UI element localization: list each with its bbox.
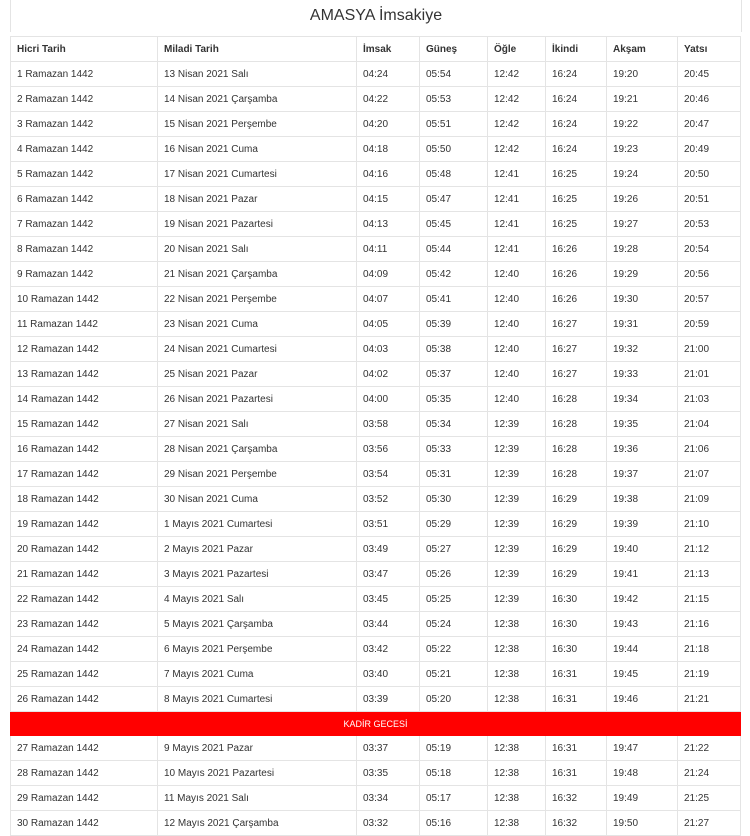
ogle-cell: 12:39 <box>488 537 546 562</box>
aksam-cell: 19:36 <box>607 437 678 462</box>
yatsi-cell: 21:25 <box>678 786 741 811</box>
ikindi-cell: 16:29 <box>546 487 607 512</box>
imsak-cell: 03:35 <box>357 761 420 786</box>
hicri-cell: 25 Ramazan 1442 <box>11 662 158 687</box>
miladi-cell: 29 Nisan 2021 Perşembe <box>158 462 357 487</box>
ogle-cell: 12:39 <box>488 412 546 437</box>
ikindi-cell: 16:30 <box>546 587 607 612</box>
yatsi-cell: 21:01 <box>678 362 741 387</box>
ogle-cell: 12:40 <box>488 312 546 337</box>
aksam-cell: 19:37 <box>607 462 678 487</box>
hicri-cell: 21 Ramazan 1442 <box>11 562 158 587</box>
ogle-cell: 12:39 <box>488 462 546 487</box>
gunes-cell: 05:48 <box>420 162 488 187</box>
imsak-cell: 03:56 <box>357 437 420 462</box>
gunes-cell: 05:39 <box>420 312 488 337</box>
ogle-cell: 12:38 <box>488 761 546 786</box>
gunes-cell: 05:45 <box>420 212 488 237</box>
imsak-cell: 03:58 <box>357 412 420 437</box>
hicri-cell: 17 Ramazan 1442 <box>11 462 158 487</box>
hicri-cell: 4 Ramazan 1442 <box>11 137 158 162</box>
gunes-cell: 05:30 <box>420 487 488 512</box>
yatsi-cell: 20:50 <box>678 162 741 187</box>
ogle-cell: 12:42 <box>488 62 546 87</box>
hicri-cell: 8 Ramazan 1442 <box>11 237 158 262</box>
yatsi-cell: 20:57 <box>678 287 741 312</box>
yatsi-cell: 21:13 <box>678 562 741 587</box>
aksam-cell: 19:41 <box>607 562 678 587</box>
ikindi-cell: 16:29 <box>546 512 607 537</box>
yatsi-cell: 20:59 <box>678 312 741 337</box>
ikindi-cell: 16:26 <box>546 237 607 262</box>
imsak-cell: 04:03 <box>357 337 420 362</box>
ikindi-cell: 16:32 <box>546 786 607 811</box>
gunes-cell: 05:16 <box>420 811 488 836</box>
miladi-cell: 5 Mayıs 2021 Çarşamba <box>158 612 357 637</box>
table-row <box>11 212 741 237</box>
gunes-cell: 05:25 <box>420 587 488 612</box>
ikindi-cell: 16:26 <box>546 262 607 287</box>
imsak-cell: 04:20 <box>357 112 420 137</box>
hicri-cell: 13 Ramazan 1442 <box>11 362 158 387</box>
hicri-cell: 6 Ramazan 1442 <box>11 187 158 212</box>
hicri-cell: 29 Ramazan 1442 <box>11 786 158 811</box>
table-row <box>11 187 741 212</box>
aksam-cell: 19:26 <box>607 187 678 212</box>
imsak-cell: 04:13 <box>357 212 420 237</box>
aksam-cell: 19:34 <box>607 387 678 412</box>
yatsi-cell: 21:22 <box>678 736 741 761</box>
imsak-cell: 03:32 <box>357 811 420 836</box>
aksam-cell: 19:50 <box>607 811 678 836</box>
table-row <box>11 262 741 287</box>
imsak-cell: 04:22 <box>357 87 420 112</box>
yatsi-cell: 21:15 <box>678 587 741 612</box>
miladi-cell: 23 Nisan 2021 Cuma <box>158 312 357 337</box>
ikindi-cell: 16:31 <box>546 687 607 712</box>
hicri-cell: 23 Ramazan 1442 <box>11 612 158 637</box>
imsak-cell: 03:44 <box>357 612 420 637</box>
table-row <box>11 337 741 362</box>
hicri-cell: 26 Ramazan 1442 <box>11 687 158 712</box>
imsak-cell: 03:42 <box>357 637 420 662</box>
miladi-cell: 2 Mayıs 2021 Pazar <box>158 537 357 562</box>
yatsi-cell: 21:18 <box>678 637 741 662</box>
table-row <box>11 87 741 112</box>
aksam-cell: 19:35 <box>607 412 678 437</box>
table-row <box>11 362 741 387</box>
ogle-cell: 12:41 <box>488 212 546 237</box>
yatsi-cell: 21:19 <box>678 662 741 687</box>
ikindi-cell: 16:31 <box>546 662 607 687</box>
ikindi-cell: 16:27 <box>546 362 607 387</box>
table-row <box>11 587 741 612</box>
imsak-cell: 03:54 <box>357 462 420 487</box>
header-gunes: Güneş <box>420 37 488 62</box>
ikindi-cell: 16:24 <box>546 137 607 162</box>
ikindi-cell: 16:28 <box>546 412 607 437</box>
gunes-cell: 05:53 <box>420 87 488 112</box>
yatsi-cell: 20:56 <box>678 262 741 287</box>
gunes-cell: 05:51 <box>420 112 488 137</box>
aksam-cell: 19:28 <box>607 237 678 262</box>
imsak-cell: 03:39 <box>357 687 420 712</box>
aksam-cell: 19:30 <box>607 287 678 312</box>
hicri-cell: 11 Ramazan 1442 <box>11 312 158 337</box>
header-imsak: İmsak <box>357 37 420 62</box>
aksam-cell: 19:20 <box>607 62 678 87</box>
ogle-cell: 12:38 <box>488 786 546 811</box>
ogle-cell: 12:40 <box>488 362 546 387</box>
table-row <box>11 287 741 312</box>
miladi-cell: 27 Nisan 2021 Salı <box>158 412 357 437</box>
hicri-cell: 15 Ramazan 1442 <box>11 412 158 437</box>
miladi-cell: 14 Nisan 2021 Çarşamba <box>158 87 357 112</box>
miladi-cell: 1 Mayıs 2021 Cumartesi <box>158 512 357 537</box>
table-row <box>11 662 741 687</box>
miladi-cell: 12 Mayıs 2021 Çarşamba <box>158 811 357 836</box>
imsak-cell: 03:40 <box>357 662 420 687</box>
ikindi-cell: 16:24 <box>546 112 607 137</box>
miladi-cell: 4 Mayıs 2021 Salı <box>158 587 357 612</box>
yatsi-cell: 21:16 <box>678 612 741 637</box>
yatsi-cell: 21:07 <box>678 462 741 487</box>
table-row <box>11 687 741 712</box>
aksam-cell: 19:21 <box>607 87 678 112</box>
table-row <box>11 462 741 487</box>
hicri-cell: 22 Ramazan 1442 <box>11 587 158 612</box>
imsak-cell: 03:51 <box>357 512 420 537</box>
hicri-cell: 18 Ramazan 1442 <box>11 487 158 512</box>
gunes-cell: 05:47 <box>420 187 488 212</box>
ogle-cell: 12:40 <box>488 387 546 412</box>
yatsi-cell: 20:51 <box>678 187 741 212</box>
imsak-cell: 04:11 <box>357 237 420 262</box>
ogle-cell: 12:39 <box>488 512 546 537</box>
ogle-cell: 12:38 <box>488 637 546 662</box>
table-row <box>11 412 741 437</box>
page-title: AMASYA İmsakiye <box>10 0 742 32</box>
imsak-cell: 04:09 <box>357 262 420 287</box>
miladi-cell: 10 Mayıs 2021 Pazartesi <box>158 761 357 786</box>
gunes-cell: 05:31 <box>420 462 488 487</box>
ikindi-cell: 16:31 <box>546 736 607 761</box>
gunes-cell: 05:38 <box>420 337 488 362</box>
ogle-cell: 12:39 <box>488 437 546 462</box>
ogle-cell: 12:41 <box>488 162 546 187</box>
miladi-cell: 11 Mayıs 2021 Salı <box>158 786 357 811</box>
miladi-cell: 25 Nisan 2021 Pazar <box>158 362 357 387</box>
ogle-cell: 12:42 <box>488 112 546 137</box>
ogle-cell: 12:38 <box>488 736 546 761</box>
ogle-cell: 12:41 <box>488 237 546 262</box>
aksam-cell: 19:40 <box>607 537 678 562</box>
hicri-cell: 10 Ramazan 1442 <box>11 287 158 312</box>
imsak-cell: 03:52 <box>357 487 420 512</box>
ogle-cell: 12:38 <box>488 612 546 637</box>
miladi-cell: 17 Nisan 2021 Cumartesi <box>158 162 357 187</box>
aksam-cell: 19:39 <box>607 512 678 537</box>
aksam-cell: 19:24 <box>607 162 678 187</box>
hicri-cell: 19 Ramazan 1442 <box>11 512 158 537</box>
yatsi-cell: 21:24 <box>678 761 741 786</box>
gunes-cell: 05:44 <box>420 237 488 262</box>
aksam-cell: 19:33 <box>607 362 678 387</box>
gunes-cell: 05:20 <box>420 687 488 712</box>
header-ogle: Öğle <box>488 37 546 62</box>
gunes-cell: 05:21 <box>420 662 488 687</box>
header-yatsi: Yatsı <box>678 37 741 62</box>
miladi-cell: 21 Nisan 2021 Çarşamba <box>158 262 357 287</box>
yatsi-cell: 20:49 <box>678 137 741 162</box>
table-row <box>11 437 741 462</box>
table-row <box>11 237 741 262</box>
aksam-cell: 19:46 <box>607 687 678 712</box>
gunes-cell: 05:27 <box>420 537 488 562</box>
yatsi-cell: 20:53 <box>678 212 741 237</box>
hicri-cell: 16 Ramazan 1442 <box>11 437 158 462</box>
aksam-cell: 19:48 <box>607 761 678 786</box>
table-body <box>11 62 741 836</box>
ikindi-cell: 16:28 <box>546 387 607 412</box>
gunes-cell: 05:24 <box>420 612 488 637</box>
header-ikindi: İkindi <box>546 37 607 62</box>
ogle-cell: 12:38 <box>488 811 546 836</box>
hicri-cell: 14 Ramazan 1442 <box>11 387 158 412</box>
ogle-cell: 12:40 <box>488 262 546 287</box>
ikindi-cell: 16:28 <box>546 437 607 462</box>
gunes-cell: 05:29 <box>420 512 488 537</box>
ikindi-cell: 16:31 <box>546 761 607 786</box>
gunes-cell: 05:41 <box>420 287 488 312</box>
miladi-cell: 15 Nisan 2021 Perşembe <box>158 112 357 137</box>
ogle-cell: 12:41 <box>488 187 546 212</box>
hicri-cell: 24 Ramazan 1442 <box>11 637 158 662</box>
imsak-cell: 03:49 <box>357 537 420 562</box>
yatsi-cell: 21:12 <box>678 537 741 562</box>
ikindi-cell: 16:32 <box>546 811 607 836</box>
header-aksam: Akşam <box>607 37 678 62</box>
miladi-cell: 24 Nisan 2021 Cumartesi <box>158 337 357 362</box>
table-row <box>11 811 741 836</box>
header-miladi: Miladi Tarih <box>158 37 357 62</box>
ogle-cell: 12:40 <box>488 337 546 362</box>
gunes-cell: 05:37 <box>420 362 488 387</box>
ikindi-cell: 16:27 <box>546 337 607 362</box>
hicri-cell: 7 Ramazan 1442 <box>11 212 158 237</box>
ogle-cell: 12:42 <box>488 137 546 162</box>
aksam-cell: 19:32 <box>607 337 678 362</box>
table-row <box>11 387 741 412</box>
yatsi-cell: 20:45 <box>678 62 741 87</box>
aksam-cell: 19:43 <box>607 612 678 637</box>
imsak-cell: 03:47 <box>357 562 420 587</box>
gunes-cell: 05:22 <box>420 637 488 662</box>
miladi-cell: 7 Mayıs 2021 Cuma <box>158 662 357 687</box>
ikindi-cell: 16:25 <box>546 212 607 237</box>
yatsi-cell: 21:03 <box>678 387 741 412</box>
hicri-cell: 9 Ramazan 1442 <box>11 262 158 287</box>
miladi-cell: 13 Nisan 2021 Salı <box>158 62 357 87</box>
ogle-cell: 12:38 <box>488 687 546 712</box>
imsak-cell: 04:00 <box>357 387 420 412</box>
gunes-cell: 05:35 <box>420 387 488 412</box>
hicri-cell: 27 Ramazan 1442 <box>11 736 158 761</box>
imsakiye-table <box>10 36 741 836</box>
gunes-cell: 05:34 <box>420 412 488 437</box>
aksam-cell: 19:44 <box>607 637 678 662</box>
imsak-cell: 04:02 <box>357 362 420 387</box>
table-row <box>11 786 741 811</box>
gunes-cell: 05:33 <box>420 437 488 462</box>
miladi-cell: 6 Mayıs 2021 Perşembe <box>158 637 357 662</box>
aksam-cell: 19:42 <box>607 587 678 612</box>
aksam-cell: 19:22 <box>607 112 678 137</box>
hicri-cell: 12 Ramazan 1442 <box>11 337 158 362</box>
gunes-cell: 05:17 <box>420 786 488 811</box>
ikindi-cell: 16:30 <box>546 612 607 637</box>
table-row <box>11 312 741 337</box>
ogle-cell: 12:42 <box>488 87 546 112</box>
table-row <box>11 537 741 562</box>
miladi-cell: 16 Nisan 2021 Cuma <box>158 137 357 162</box>
imsak-cell: 04:05 <box>357 312 420 337</box>
ogle-cell: 12:39 <box>488 587 546 612</box>
aksam-cell: 19:23 <box>607 137 678 162</box>
hicri-cell: 28 Ramazan 1442 <box>11 761 158 786</box>
ikindi-cell: 16:29 <box>546 562 607 587</box>
imsak-cell: 04:15 <box>357 187 420 212</box>
ikindi-cell: 16:28 <box>546 462 607 487</box>
ikindi-cell: 16:27 <box>546 312 607 337</box>
imsak-cell: 04:18 <box>357 137 420 162</box>
imsak-cell: 03:37 <box>357 736 420 761</box>
table-row <box>11 562 741 587</box>
miladi-cell: 18 Nisan 2021 Pazar <box>158 187 357 212</box>
miladi-cell: 22 Nisan 2021 Perşembe <box>158 287 357 312</box>
aksam-cell: 19:38 <box>607 487 678 512</box>
imsak-cell: 04:16 <box>357 162 420 187</box>
gunes-cell: 05:18 <box>420 761 488 786</box>
yatsi-cell: 20:46 <box>678 87 741 112</box>
aksam-cell: 19:45 <box>607 662 678 687</box>
hicri-cell: 1 Ramazan 1442 <box>11 62 158 87</box>
aksam-cell: 19:49 <box>607 786 678 811</box>
aksam-cell: 19:31 <box>607 312 678 337</box>
gunes-cell: 05:50 <box>420 137 488 162</box>
hicri-cell: 30 Ramazan 1442 <box>11 811 158 836</box>
table-row <box>11 487 741 512</box>
table-row <box>11 112 741 137</box>
kadir-gecesi-label: KADİR GECESİ <box>11 712 741 736</box>
hicri-cell: 5 Ramazan 1442 <box>11 162 158 187</box>
table-row <box>11 512 741 537</box>
yatsi-cell: 21:27 <box>678 811 741 836</box>
hicri-cell: 3 Ramazan 1442 <box>11 112 158 137</box>
ikindi-cell: 16:26 <box>546 287 607 312</box>
table-row <box>11 137 741 162</box>
kadir-gecesi-row <box>11 712 741 736</box>
miladi-cell: 20 Nisan 2021 Salı <box>158 237 357 262</box>
ikindi-cell: 16:25 <box>546 187 607 212</box>
yatsi-cell: 21:06 <box>678 437 741 462</box>
hicri-cell: 2 Ramazan 1442 <box>11 87 158 112</box>
imsak-cell: 03:34 <box>357 786 420 811</box>
hicri-cell: 20 Ramazan 1442 <box>11 537 158 562</box>
miladi-cell: 19 Nisan 2021 Pazartesi <box>158 212 357 237</box>
imsak-cell: 03:45 <box>357 587 420 612</box>
ogle-cell: 12:39 <box>488 487 546 512</box>
gunes-cell: 05:42 <box>420 262 488 287</box>
ikindi-cell: 16:25 <box>546 162 607 187</box>
gunes-cell: 05:19 <box>420 736 488 761</box>
ogle-cell: 12:38 <box>488 662 546 687</box>
ikindi-cell: 16:24 <box>546 62 607 87</box>
table-row <box>11 637 741 662</box>
yatsi-cell: 21:21 <box>678 687 741 712</box>
ogle-cell: 12:39 <box>488 562 546 587</box>
yatsi-cell: 20:47 <box>678 112 741 137</box>
aksam-cell: 19:29 <box>607 262 678 287</box>
yatsi-cell: 20:54 <box>678 237 741 262</box>
header-hicri: Hicri Tarih <box>11 37 158 62</box>
table-row <box>11 612 741 637</box>
table-row <box>11 761 741 786</box>
gunes-cell: 05:26 <box>420 562 488 587</box>
miladi-cell: 8 Mayıs 2021 Cumartesi <box>158 687 357 712</box>
table-row <box>11 162 741 187</box>
table-header-row <box>11 37 741 62</box>
yatsi-cell: 21:09 <box>678 487 741 512</box>
imsak-cell: 04:24 <box>357 62 420 87</box>
imsak-cell: 04:07 <box>357 287 420 312</box>
miladi-cell: 26 Nisan 2021 Pazartesi <box>158 387 357 412</box>
yatsi-cell: 21:10 <box>678 512 741 537</box>
yatsi-cell: 21:04 <box>678 412 741 437</box>
aksam-cell: 19:27 <box>607 212 678 237</box>
ikindi-cell: 16:30 <box>546 637 607 662</box>
ikindi-cell: 16:24 <box>546 87 607 112</box>
miladi-cell: 9 Mayıs 2021 Pazar <box>158 736 357 761</box>
miladi-cell: 3 Mayıs 2021 Pazartesi <box>158 562 357 587</box>
yatsi-cell: 21:00 <box>678 337 741 362</box>
table-row <box>11 736 741 761</box>
gunes-cell: 05:54 <box>420 62 488 87</box>
ikindi-cell: 16:29 <box>546 537 607 562</box>
ogle-cell: 12:40 <box>488 287 546 312</box>
aksam-cell: 19:47 <box>607 736 678 761</box>
miladi-cell: 30 Nisan 2021 Cuma <box>158 487 357 512</box>
table-row <box>11 62 741 87</box>
miladi-cell: 28 Nisan 2021 Çarşamba <box>158 437 357 462</box>
